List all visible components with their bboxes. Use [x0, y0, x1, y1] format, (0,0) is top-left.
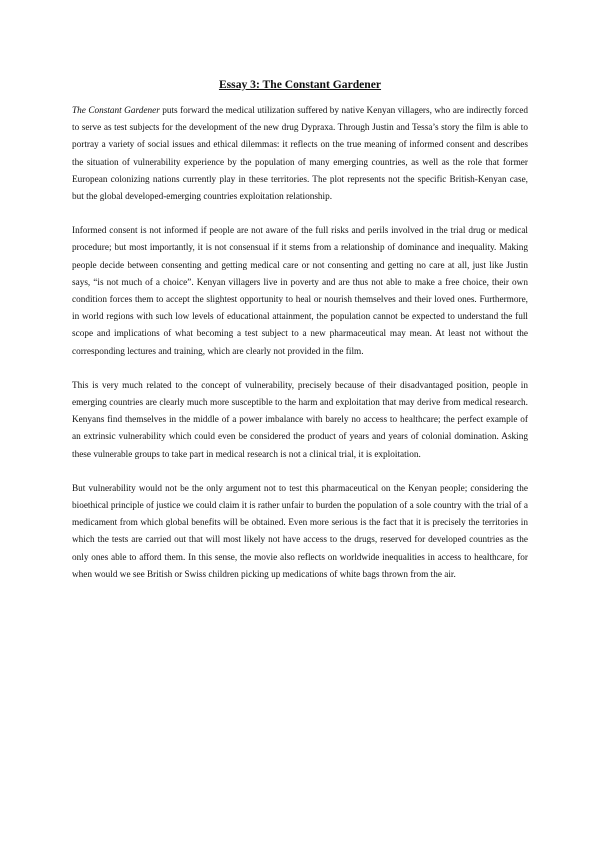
paragraph-4 — [72, 481, 528, 584]
paragraph-4-text: But vulnerability would not be the only argument not to test this pharmaceutical on the Kenyan people; considering the bioethical principle of justice we could claim it is rather unfair to burden the population of a sole country with the trial of a medicament from which global benefits will be obtained. Even more serious is the fact that it is precisely the territories in which the tests are carried out that will most likely not have access to the drugs, reserved for developed countries as the only ones able to afford them. In this sense, the movie also reflects on worldwide inequalities in access to healthcare, for when would we see British or Swiss children picking up medications of white bags thrown from the air. — [72, 483, 528, 580]
paragraph-3-text: This is very much related to the concept of vulnerability, precisely because of their disadvantaged position, people in emerging countries are clearly much more susceptible to the harm and exploitation that may derive from medical research. Kenyans find themselves in the middle of a power imbalance with barely no access to healthcare; the perfect example of an extrinsic vulnerability which could even be considered the product of years and years of colonial domination. Asking these vulnerable groups to take part in medical research is not a clinical trial, it is exploitation. — [72, 380, 528, 460]
paragraph-1 — [72, 103, 528, 206]
paragraph-2 — [72, 223, 528, 361]
paragraph-3 — [72, 378, 528, 464]
paragraph-2-text: Informed consent is not informed if people are not aware of the full risks and perils involved in the trial drug or medical procedure; but most importantly, it is not consensual if it stems from a relationship of dominance and inequality. Making people decide between consenting and getting medical care or not consenting and getting no care at all, just like Justin says, “is not much of a choice”. Kenyan villagers live in poverty and are thus not able to make a free choice, their own condition forces them to accept the slightest opportunity to heal or nourish themselves and their loved ones. Furthermore, in world regions with such low levels of educational attainment, the population cannot be expected to understand the full scope and implications of what becoming a test subject to a new pharmaceutical may mean. At least not without the corresponding lectures and training, which are clearly not provided in the film. — [72, 226, 528, 357]
document-page — [72, 78, 528, 601]
essay-title: Essay 3: The Constant Gardener — [218, 78, 382, 91]
film-title-italic: The Constant Gardener — [72, 106, 160, 116]
paragraph-1-text: puts forward the medical utilization suffered by native Kenyan villagers, who are indirectly forced to serve as test subjects for the development of the new drug Dypraxa. Through Justin and Tessa’s story the film is able to portray a variety of social issues and ethical dilemmas: it reflects on the true meaning of informed consent and describes the situation of vulnerability experience by the population of many emerging countries, as well as the role that former European colonizing nations currently play in these territories. The plot represents not the specific British-Kenyan case, but the global developed-emerging countries exploitation relationship. — [72, 106, 528, 203]
